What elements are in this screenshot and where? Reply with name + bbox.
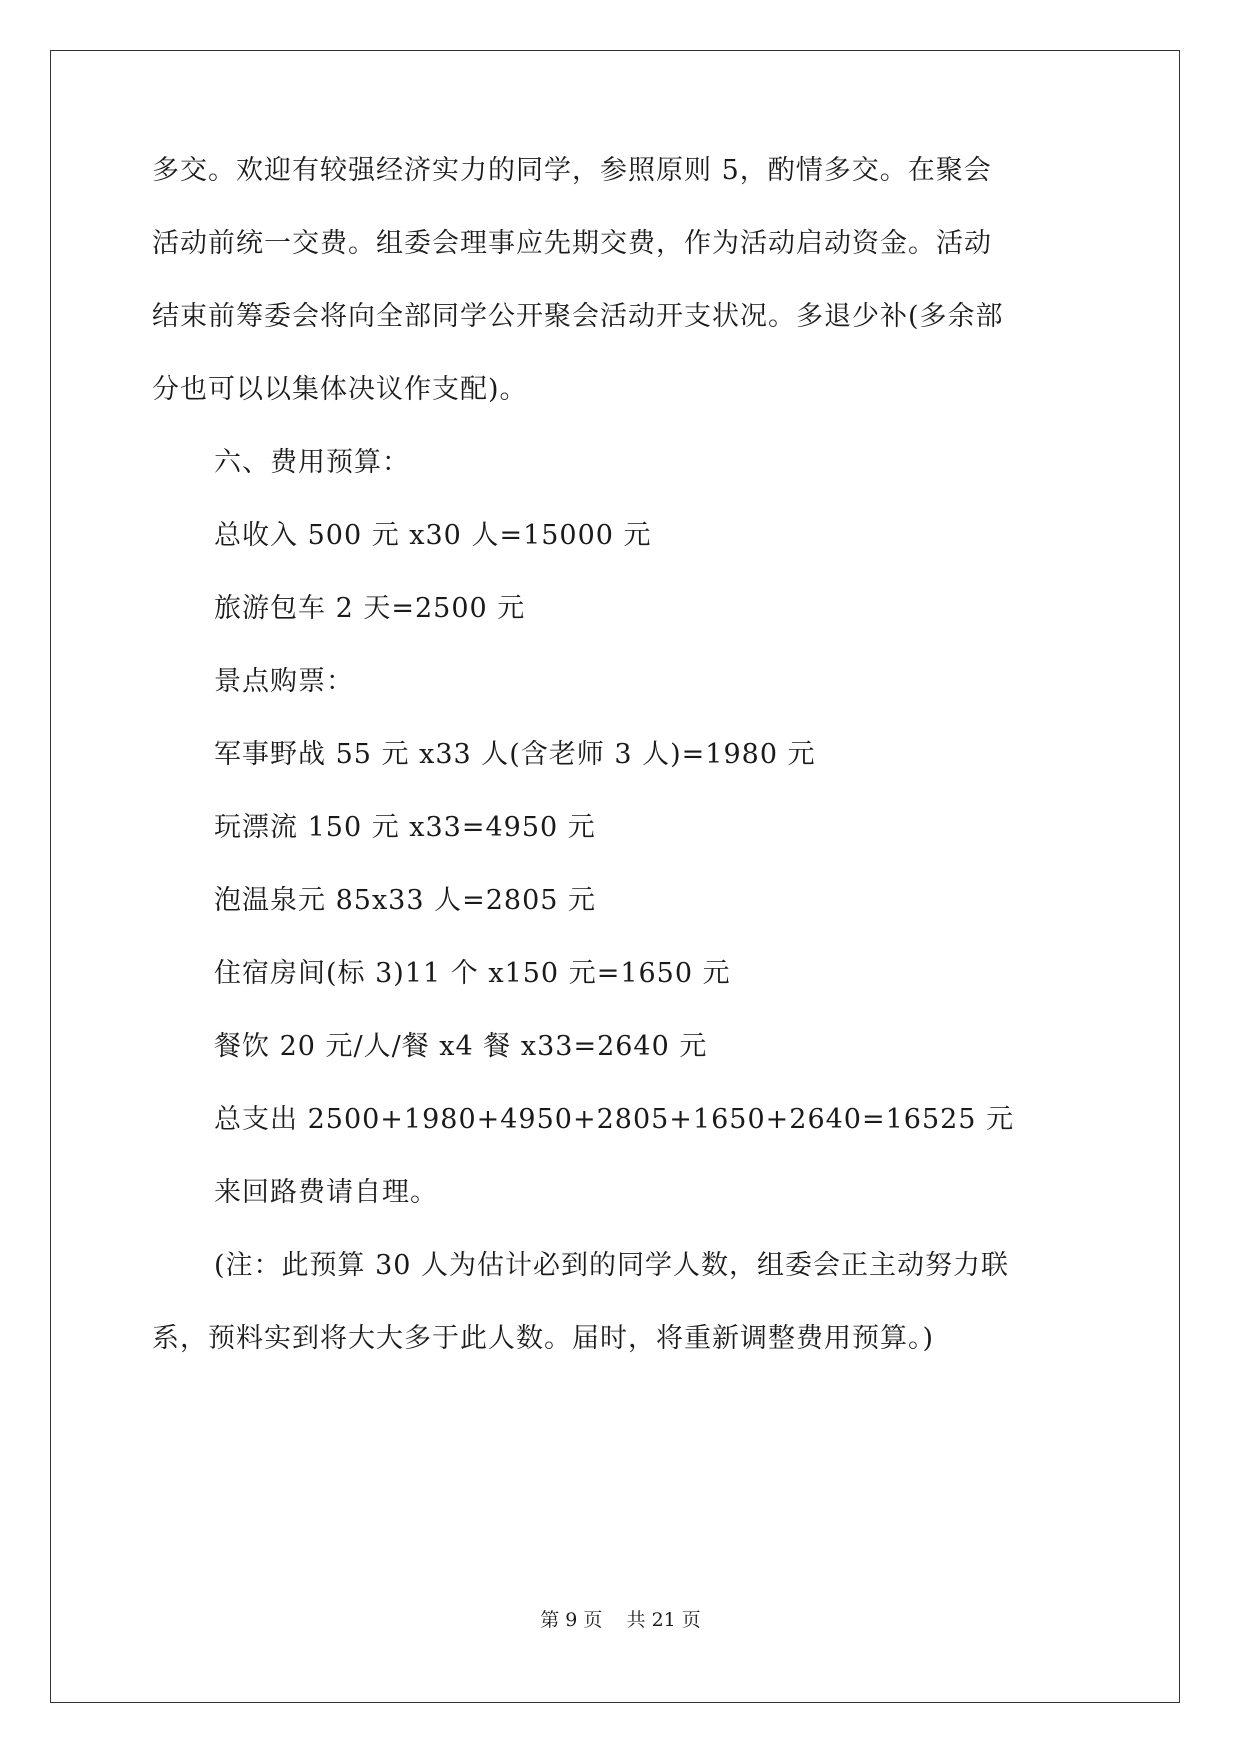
- budget-line-total: 总支出 2500+1980+4950+2805+1650+2640=16525 元: [214, 1104, 1015, 1135]
- budget-line-tickets: 景点购票：: [214, 666, 354, 697]
- page-footer: [0, 1605, 1241, 1632]
- paragraph-line: 多交。欢迎有较强经济实力的同学，参照原则 5，酌情多交。在聚会: [152, 155, 992, 186]
- budget-line-lodging: 住宿房间(标 3)11 个 x150 元=1650 元: [214, 958, 731, 989]
- budget-line-meals: 餐饮 20 元/人/餐 x4 餐 x33=2640 元: [214, 1031, 708, 1062]
- budget-line-travel: 来回路费请自理。: [214, 1177, 438, 1208]
- page-number: 第 9 页 共 21 页: [540, 1609, 701, 1631]
- budget-line-hotspring: 泡温泉元 85x33 人=2805 元: [214, 885, 597, 916]
- budget-line-income: 总收入 500 元 x30 人=15000 元: [214, 520, 652, 551]
- budget-line-bus: 旅游包车 2 天=2500 元: [214, 593, 526, 624]
- paragraph-line: 分也可以以集体决议作支配)。: [152, 374, 528, 405]
- paragraph-line: 活动前统一交费。组委会理事应先期交费，作为活动启动资金。活动: [152, 228, 992, 259]
- paragraph-line: 结束前筹委会将向全部同学公开聚会活动开支状况。多退少补(多余部: [152, 301, 1004, 332]
- budget-line-rafting: 玩漂流 150 元 x33=4950 元: [214, 812, 596, 843]
- note-line: 系，预料实到将大大多于此人数。届时，将重新调整费用预算。): [152, 1323, 935, 1354]
- budget-line-military: 军事野战 55 元 x33 人(含老师 3 人)=1980 元: [214, 739, 816, 770]
- note-line: (注：此预算 30 人为估计必到的同学人数，组委会正主动努力联: [214, 1250, 1010, 1281]
- section-heading: 六、费用预算：: [214, 447, 410, 478]
